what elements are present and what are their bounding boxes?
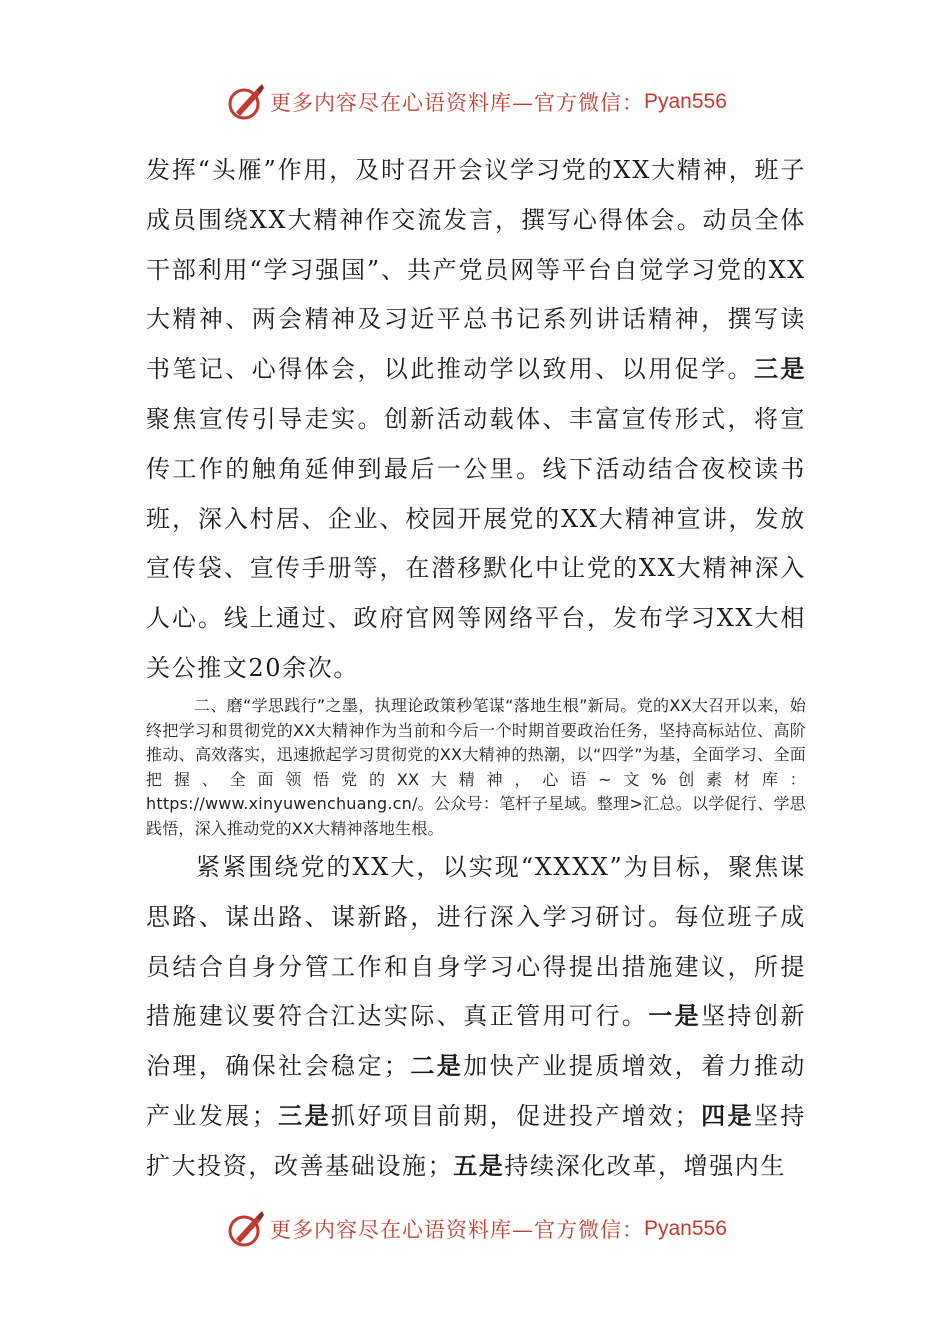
bold-lead: 四是 <box>700 1101 754 1130</box>
footer-banner <box>226 1207 746 1251</box>
paragraph-text: 聚焦宣传引导走实。创新活动载体、丰富宣传形式，将宣传工作的触角延伸到最后一公里。线下活动结合夜校读书班，深入村居、企业、校园开展党的XX大精神宣讲，发放宣传袋、宣传手册等，在潜移默化中让党的XX大精神深入人心。线上通过、政府官网等网络平台，发布学习XX大相关公推文20余次。 <box>146 404 806 682</box>
pen-logo-icon <box>226 1209 266 1249</box>
bold-lead: 三是 <box>753 355 806 384</box>
paragraph-text: 持续深化改革，增强内生 <box>504 1151 787 1180</box>
pen-logo-icon <box>226 82 266 122</box>
paragraph-text: 紧紧围绕党的XX大，以实现“XXXX”为目标，聚焦谋思路、谋出路、谋新路，进行深入学习研讨。每位班子成员结合自身分管工作和自身学习心得提出措施建议，所提措施建议要符合江达实际、真正管用可行。 <box>146 853 806 1031</box>
banner-text: 更多内容尽在心语资料库—官方微信： <box>270 91 644 115</box>
paragraph-text: 坚持创新治理，确保社会稳定； <box>146 1002 807 1081</box>
bold-lead: 五是 <box>453 1151 505 1180</box>
banner-wechat-id: Pyan556 <box>644 90 727 113</box>
body-paragraph-3 <box>146 843 806 1192</box>
paragraph-text: 抓好项目前期，促进投产增效； <box>331 1101 701 1130</box>
banner-text: 更多内容尽在心语资料库—官方微信： <box>270 1218 644 1242</box>
bold-lead: 三是 <box>277 1101 332 1130</box>
body-paragraph-2: 二、磨“学思践行”之墨，执理论政策秒笔谋“落地生根”新局。党的XX大召开以来，始终把学习和贯彻党的XX大精神作为当前和今后一个时期首要政治任务，坚持高标站位、高阶推动、高效落实，迅速掀起学习贯彻党的XX大精神的热潮，以“四学”为基，全面学习、全面把握、全面领悟党的XX大精神，心语~文%创素材库：https://www.xinyuwenchuang.cn/。公众号：笔杆子星域。整理>汇总。以学促行、学思践悟，深入推动党的XX大精神落地生根。 <box>146 696 806 838</box>
paragraph-text: 坚持扩大投资，改善基础设施； <box>146 1101 807 1180</box>
paragraph-text: 发挥“头雁”作用，及时召开会议学习党的XX大精神，班子成员围绕XX大精神作交流发言，撰写心得体会。动员全体干部利用“学习强国”、共产党员网等平台自觉学习党的XX大精神、两会精神及习近平总书记系列讲话精神，撰写读书笔记、心得体会，以此推动学以致用、以用促学。 <box>146 156 806 384</box>
bold-lead: 二是 <box>409 1052 464 1081</box>
banner-wechat-id: Pyan556 <box>644 1217 727 1240</box>
header-banner <box>226 80 746 124</box>
paragraph-text: 加快产业提质增效，着力推动产业发展； <box>146 1052 806 1130</box>
bold-lead: 一是 <box>648 1002 702 1031</box>
body-paragraph-1 <box>146 146 806 694</box>
